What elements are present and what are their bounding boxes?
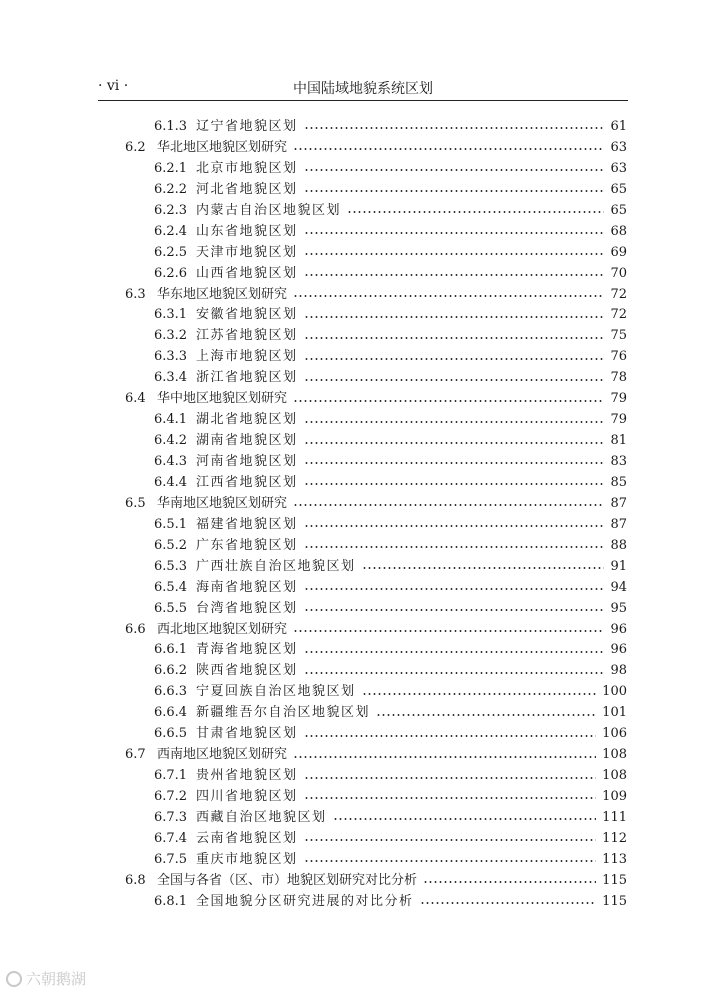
toc-number: 6.5.4 (154, 579, 188, 595)
toc-leader-dots (304, 222, 604, 243)
toc-title: 北京市地貌区划 (196, 160, 298, 176)
toc-leader-dots (293, 494, 604, 515)
toc-leader-dots (304, 536, 604, 557)
toc-subsection-row[interactable] (0, 201, 725, 222)
toc-title: 河北省地貌区划 (196, 181, 298, 197)
toc-number: 6.3.4 (154, 370, 188, 386)
toc-number: 6.3.2 (154, 328, 188, 344)
toc-leader-dots (304, 640, 604, 661)
toc-leader-dots (304, 787, 596, 808)
toc-number: 6.5.3 (154, 558, 188, 574)
toc-title: 青海省地貌区划 (196, 642, 298, 658)
toc-number: 6.6 (125, 621, 146, 637)
toc-section-row[interactable] (0, 871, 725, 892)
toc-number: 6.7.5 (154, 851, 188, 867)
toc-number: 6.2.3 (154, 202, 188, 218)
toc-leader-dots (293, 745, 596, 766)
toc-leader-dots (304, 347, 604, 368)
toc-number: 6.2.6 (154, 265, 188, 281)
toc-page-number: 95 (610, 600, 627, 616)
toc-number: 6.7.4 (154, 830, 188, 846)
toc-page-number: 100 (602, 684, 627, 700)
toc-subsection-row[interactable] (0, 326, 725, 347)
toc-leader-dots (376, 703, 596, 724)
toc-page-number: 113 (602, 851, 627, 867)
toc-leader-dots (362, 557, 604, 578)
toc-subsection-row[interactable] (0, 557, 725, 578)
toc-page-number: 108 (602, 747, 627, 763)
toc-leader-dots (304, 264, 604, 285)
toc-section-row[interactable] (0, 745, 725, 766)
toc-title: 四川省地貌区划 (196, 789, 298, 804)
toc-page-number: 101 (602, 705, 627, 721)
toc-title: 天津市地貌区划 (196, 244, 298, 260)
toc-subsection-row[interactable] (0, 368, 725, 389)
toc-leader-dots (304, 326, 604, 347)
toc-number: 6.3 (125, 286, 146, 302)
toc-subsection-row[interactable] (0, 766, 725, 787)
toc-number: 6.6.5 (154, 726, 188, 742)
toc-page-number: 78 (610, 370, 627, 386)
toc-leader-dots (293, 620, 604, 641)
toc-leader-dots (304, 431, 604, 452)
toc-page-number: 108 (602, 768, 627, 784)
toc-number: 6.2.2 (154, 181, 188, 197)
toc-section-row[interactable] (0, 138, 725, 159)
toc-title: 华北地区地貌区划研究 (157, 139, 288, 155)
toc-subsection-row[interactable] (0, 410, 725, 431)
toc-title: 华中地区地貌区划研究 (157, 391, 288, 407)
toc-subsection-row[interactable] (0, 473, 725, 494)
toc-number: 6.3.1 (154, 307, 188, 323)
toc-title: 华南地区地貌区划研究 (157, 495, 288, 511)
toc-number: 6.2.1 (154, 160, 188, 176)
toc-number: 6.4.1 (154, 412, 188, 428)
toc-section-row[interactable] (0, 285, 725, 306)
toc-page-number: 98 (610, 663, 627, 679)
watermark-logo-icon (6, 971, 22, 987)
toc-leader-dots (304, 368, 604, 389)
toc-subsection-row[interactable] (0, 599, 725, 620)
toc-title: 河南省地貌区划 (196, 454, 298, 469)
toc-leader-dots (304, 452, 604, 473)
toc-page-number: 79 (610, 391, 627, 407)
toc-title: 湖南省地貌区划 (196, 433, 298, 449)
watermark (6, 968, 86, 989)
toc-section-row[interactable] (0, 389, 725, 410)
toc-leader-dots (304, 515, 604, 536)
toc-leader-dots (304, 766, 596, 787)
toc-number: 6.5.1 (154, 516, 188, 532)
toc-title: 上海市地貌区划 (196, 349, 298, 365)
toc-title: 海南省地貌区划 (196, 579, 298, 595)
toc-leader-dots (304, 724, 596, 745)
toc-leader-dots (362, 682, 596, 703)
toc-title: 甘肃省地貌区划 (196, 726, 298, 742)
page-header (98, 76, 628, 101)
toc-title: 西北地区地貌区划研究 (157, 621, 288, 637)
toc-leader-dots (423, 871, 596, 892)
toc-title: 江苏省地貌区划 (196, 328, 298, 344)
toc-title: 台湾省地貌区划 (196, 600, 298, 616)
toc-page-number: 75 (610, 328, 627, 344)
toc-page-number: 88 (610, 537, 627, 553)
toc-leader-dots (347, 201, 604, 222)
toc-number: 6.4.2 (154, 433, 188, 449)
toc-page-number: 68 (610, 223, 627, 239)
toc-leader-dots (304, 599, 604, 620)
toc-page-number: 72 (610, 307, 627, 323)
toc-number: 6.2.4 (154, 223, 188, 239)
toc-title: 新疆维吾尔自治区地貌区划 (196, 705, 371, 721)
toc-subsection-row[interactable] (0, 431, 725, 452)
toc-leader-dots (304, 578, 604, 599)
toc-number: 6.4.3 (154, 454, 188, 469)
toc-subsection-row[interactable] (0, 515, 725, 536)
toc-leader-dots (304, 661, 604, 682)
toc-subsection-row[interactable] (0, 243, 725, 264)
toc-title: 华东地区地貌区划研究 (157, 286, 288, 302)
toc-leader-dots (304, 117, 604, 138)
toc-subsection-row[interactable] (0, 347, 725, 368)
toc-number: 6.6.2 (154, 663, 188, 679)
toc-number: 6.3.3 (154, 349, 188, 365)
watermark-text: 六朝鹅湖 (26, 970, 87, 988)
toc-title: 广西壮族自治区地貌区划 (196, 558, 356, 574)
toc-leader-dots (304, 305, 604, 326)
toc-number: 6.7.3 (154, 809, 188, 825)
toc-title: 贵州省地貌区划 (196, 768, 298, 784)
toc-title: 重庆市地貌区划 (196, 851, 298, 867)
toc-number: 6.6.3 (154, 684, 188, 700)
toc-section-row[interactable] (0, 620, 725, 641)
table-of-contents (0, 117, 725, 913)
toc-leader-dots (293, 389, 604, 410)
toc-number: 6.6.4 (154, 705, 188, 721)
toc-leader-dots (333, 808, 596, 829)
toc-subsection-row[interactable] (0, 222, 725, 243)
toc-title: 西藏自治区地貌区划 (196, 809, 327, 825)
toc-number: 6.2 (125, 139, 146, 155)
toc-subsection-row[interactable] (0, 724, 725, 745)
toc-subsection-row[interactable] (0, 305, 725, 326)
toc-subsection-row[interactable] (0, 661, 725, 682)
toc-number: 6.7.1 (154, 768, 188, 784)
toc-number: 6.6.1 (154, 642, 188, 658)
toc-subsection-row[interactable] (0, 159, 725, 180)
toc-subsection-row[interactable] (0, 180, 725, 201)
toc-leader-dots (304, 850, 596, 871)
toc-page-number: 65 (610, 181, 627, 197)
toc-page-number: 70 (610, 265, 627, 281)
toc-number: 6.4.4 (154, 474, 188, 490)
toc-page-number: 85 (610, 474, 627, 490)
toc-page-number: 94 (610, 579, 627, 595)
toc-subsection-row[interactable] (0, 703, 725, 724)
toc-title: 云南省地貌区划 (196, 830, 298, 846)
toc-title: 安徽省地貌区划 (196, 307, 298, 323)
toc-number: 6.8.1 (154, 893, 188, 909)
toc-title: 西南地区地貌区划研究 (157, 747, 288, 763)
toc-section-row[interactable] (0, 494, 725, 515)
toc-page-number: 87 (610, 516, 627, 532)
toc-page-number: 72 (610, 286, 627, 302)
toc-number: 6.5.5 (154, 600, 188, 616)
toc-subsection-row[interactable] (0, 829, 725, 850)
toc-subsection-row[interactable] (0, 787, 725, 808)
toc-subsection-row[interactable] (0, 682, 725, 703)
toc-subsection-row[interactable] (0, 808, 725, 829)
toc-page-number: 63 (610, 139, 627, 155)
toc-subsection-row[interactable] (0, 536, 725, 557)
toc-page-number: 115 (602, 872, 627, 888)
toc-title: 福建省地貌区划 (196, 516, 298, 532)
toc-page-number: 63 (610, 160, 627, 176)
toc-number: 6.7 (125, 747, 146, 763)
toc-page-number: 76 (610, 349, 627, 365)
toc-leader-dots (420, 892, 596, 913)
toc-title: 广东省地貌区划 (196, 537, 298, 553)
toc-page-number: 91 (610, 558, 627, 574)
toc-page-number: 81 (610, 433, 627, 449)
toc-leader-dots (293, 285, 604, 306)
toc-subsection-row[interactable] (0, 452, 725, 473)
toc-leader-dots (293, 138, 604, 159)
toc-title: 山西省地貌区划 (196, 265, 298, 281)
toc-number: 6.4 (125, 391, 146, 407)
toc-subsection-row[interactable] (0, 892, 725, 913)
toc-subsection-row[interactable] (0, 117, 725, 138)
toc-number: 6.1.3 (154, 119, 188, 134)
toc-leader-dots (304, 410, 604, 431)
toc-title: 辽宁省地貌区划 (196, 119, 298, 134)
toc-subsection-row[interactable] (0, 850, 725, 871)
toc-title: 江西省地貌区划 (196, 474, 298, 490)
toc-page-number: 87 (610, 495, 627, 511)
toc-page-number: 111 (602, 809, 627, 825)
toc-title: 浙江省地貌区划 (196, 370, 298, 386)
toc-number: 6.5 (125, 495, 146, 511)
toc-leader-dots (304, 829, 596, 850)
toc-subsection-row[interactable] (0, 578, 725, 599)
toc-title: 全国与各省（区、市）地貌区划研究对比分析 (157, 872, 418, 888)
toc-page-number: 106 (602, 726, 627, 742)
toc-page-number: 96 (610, 621, 627, 637)
toc-page-number: 79 (610, 412, 627, 428)
toc-page-number: 61 (610, 119, 627, 134)
toc-number: 6.7.2 (154, 789, 188, 804)
toc-page-number: 65 (610, 202, 627, 218)
toc-page-number: 109 (602, 789, 627, 804)
toc-subsection-row[interactable] (0, 640, 725, 661)
toc-subsection-row[interactable] (0, 264, 725, 285)
header-book-title: 中国陆域地貌系统区划 (293, 81, 433, 97)
toc-number: 6.5.2 (154, 537, 188, 553)
toc-leader-dots (304, 243, 604, 264)
toc-title: 山东省地貌区划 (196, 223, 298, 239)
toc-page-number: 69 (610, 244, 627, 260)
toc-number: 6.8 (125, 872, 146, 888)
toc-leader-dots (304, 159, 604, 180)
toc-leader-dots (304, 473, 604, 494)
toc-title: 宁夏回族自治区地貌区划 (196, 684, 356, 700)
toc-page-number: 112 (602, 830, 627, 846)
toc-number: 6.2.5 (154, 244, 188, 260)
toc-page-number: 96 (610, 642, 627, 658)
toc-title: 陕西省地貌区划 (196, 663, 298, 679)
header-page-number: · vi · (98, 78, 129, 94)
toc-leader-dots (304, 180, 604, 201)
toc-title: 湖北省地貌区划 (196, 412, 298, 428)
toc-page-number: 83 (610, 454, 627, 469)
toc-title: 内蒙古自治区地貌区划 (196, 202, 342, 218)
toc-page-number: 115 (602, 893, 627, 909)
toc-title: 全国地貌分区研究进展的对比分析 (196, 893, 414, 909)
